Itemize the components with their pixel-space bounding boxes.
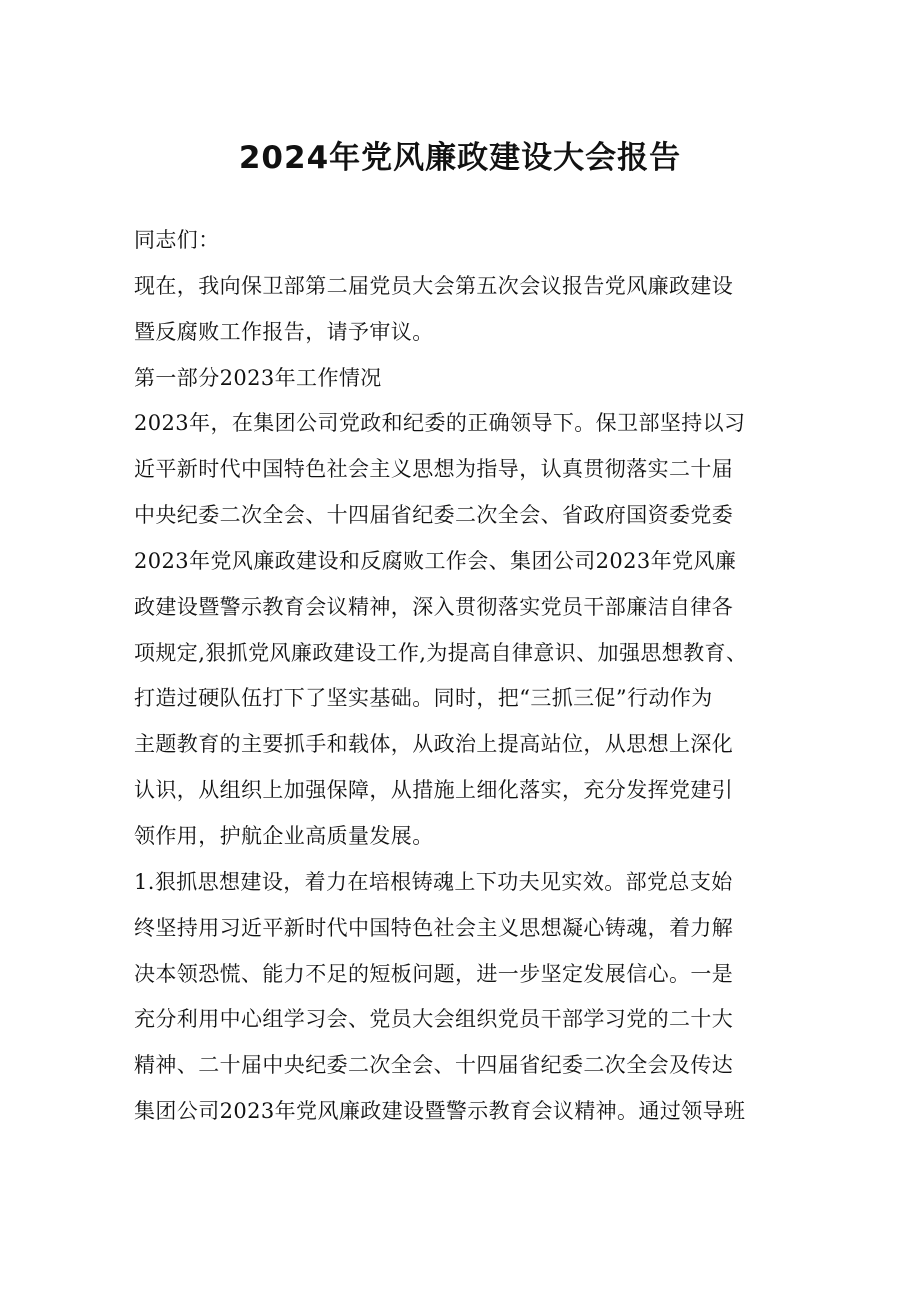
paragraph-line: 中央纪委二次全会、十四届省纪委二次全会、省政府国资委党委 xyxy=(134,503,734,528)
intro-line: 现在，我向保卫部第二届党员大会第五次会议报告党风廉政建设 xyxy=(134,273,734,298)
document-title: 2024年党风廉政建设大会报告 xyxy=(238,140,682,176)
paragraph-line: 2023年，在集团公司党政和纪委的正确领导下。保卫部坚持以习 xyxy=(134,411,746,436)
intro-line: 暨反腐败工作报告，请予审议。 xyxy=(134,319,434,344)
paragraph-line: 认识，从组织上加强保障，从措施上细化落实，充分发挥党建引 xyxy=(134,778,734,803)
paragraph-line: 近平新时代中国特色社会主义思想为指导，认真贯彻落实二十届 xyxy=(134,457,734,482)
paragraph-line: 政建设暨警示教育会议精神，深入贯彻落实党员干部廉洁自律各 xyxy=(134,594,734,619)
paragraph-line: 决本领恐慌、能力不足的短板问题，进一步坚定发展信心。一是 xyxy=(134,961,734,986)
section-heading: 第一部分2023年工作情况 xyxy=(134,365,382,390)
paragraph-line: 项规定,狠抓党风廉政建设工作,为提高自律意识、加强思想教育、 xyxy=(134,640,748,665)
paragraph-line: 充分利用中心组学习会、党员大会组织党员干部学习党的二十大 xyxy=(134,1007,734,1032)
paragraph-line: 领作用，护航企业高质量发展。 xyxy=(134,823,434,848)
salutation: 同志们： xyxy=(134,228,220,252)
paragraph-line: 2023年党风廉政建设和反腐败工作会、集团公司2023年党风廉 xyxy=(134,548,737,573)
paragraph-line: 精神、二十届中央纪委二次全会、十四届省纪委二次全会及传达 xyxy=(134,1053,734,1078)
document-body xyxy=(134,218,794,1135)
paragraph-line: 打造过硬队伍打下了坚实基础。同时，把“三抓三促”行动作为 xyxy=(134,686,713,711)
paragraph-line: 主题教育的主要抓手和载体，从政治上提高站位，从思想上深化 xyxy=(134,732,734,757)
paragraph-line: 集团公司2023年党风廉政建设暨警示教育会议精神。通过领导班 xyxy=(134,1099,746,1124)
paragraph-line: 1.狠抓思想建设，着力在培根铸魂上下功夫见实效。部党总支始 xyxy=(134,869,733,894)
paragraph-line: 终坚持用习近平新时代中国特色社会主义思想凝心铸魂，着力解 xyxy=(134,915,734,940)
